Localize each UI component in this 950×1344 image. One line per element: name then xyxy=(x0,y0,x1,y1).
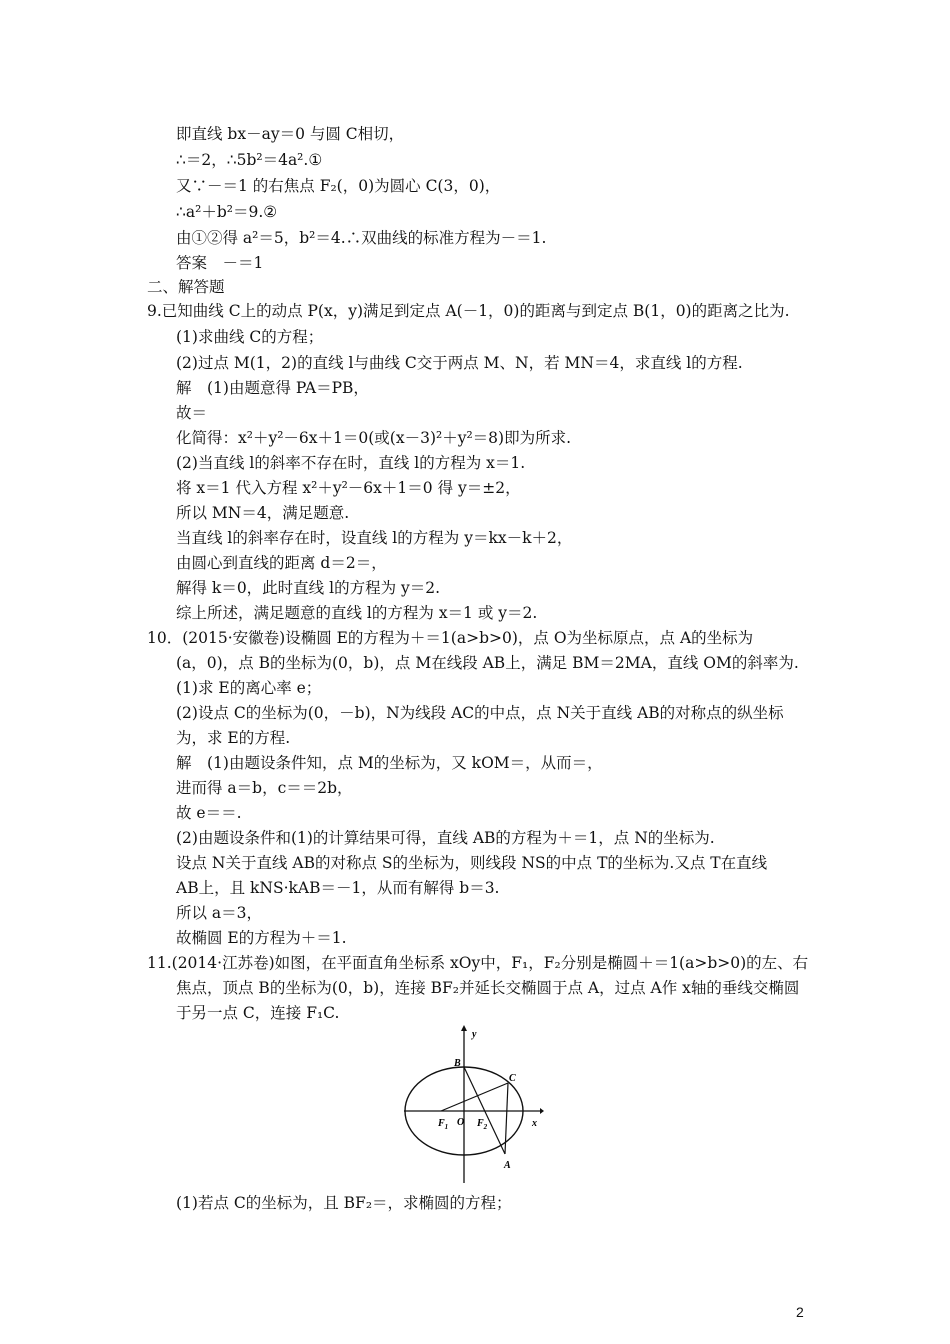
page-number: 2 xyxy=(796,1304,804,1320)
text-line: 设点 N关于直线 AB的对称点 S的坐标为，则线段 NS的中点 T的坐标为.又点 T在直线 xyxy=(176,854,768,872)
text-line: (1)求曲线 C的方程； xyxy=(176,328,324,346)
text-line: 又∵－＝1 的右焦点 F₂(，0)为圆心 C(3，0)， xyxy=(176,177,501,195)
text-line: 故椭圆 E的方程为＋＝1. xyxy=(176,929,347,947)
text-line: 故＝ xyxy=(176,404,208,422)
line-AC xyxy=(505,1083,508,1154)
text-line: 解 (1)由题意得 PA＝PB， xyxy=(176,379,369,397)
text-line: ∴a²＋b²＝9.② xyxy=(176,203,278,221)
line-F1C xyxy=(441,1083,508,1111)
text-line: ∴＝2，∴5b²＝4a².① xyxy=(176,151,323,169)
text-line: 解得 k＝0，此时直线 l的方程为 y＝2. xyxy=(176,579,441,597)
text-line: 将 x＝1 代入方程 x²＋y²－6x＋1＝0 得 y＝±2， xyxy=(176,479,521,497)
text-line: (2)设点 C的坐标为(0，－b)，N为线段 AC的中点，点 N关于直线 AB的对称点的纵坐标 xyxy=(176,704,784,722)
text-line: 进而得 a＝b，c＝＝2b， xyxy=(176,779,353,797)
text-line: (2)过点 M(1，2)的直线 l与曲线 C交于两点 M、N，若 MN＝4，求直线 l的方程. xyxy=(176,354,743,372)
text-line: 即直线 bx－ay＝0 与圆 C相切， xyxy=(176,125,405,143)
text-line: (a，0)，点 B的坐标为(0，b)，点 M在线段 AB上，满足 BM＝2MA，直线 OM的斜率为. xyxy=(176,654,799,672)
y-axis-arrow xyxy=(461,1025,467,1031)
label-F2: $F_2$ xyxy=(477,1118,488,1131)
text-line: AB上，且 kNS·kAB＝－1，从而有解得 b＝3. xyxy=(176,879,500,897)
text-line: (1)求 E的离心率 e； xyxy=(176,679,322,697)
text-line: 11.(2014·江苏卷)如图，在平面直角坐标系 xOy中，F₁，F₂分别是椭圆＋＝1(a>b>0)的左、右 xyxy=(147,954,809,972)
text-line: 答案 －＝1 xyxy=(176,254,264,272)
text-line: 综上所述，满足题意的直线 l的方程为 x＝1 或 y＝2. xyxy=(176,604,538,622)
text-line: 二、解答题 xyxy=(147,278,225,296)
text-line: 由①②得 a²＝5，b²＝4.∴双曲线的标准方程为－＝1. xyxy=(176,229,547,247)
text-line: 所以 a＝3， xyxy=(176,904,263,922)
label-x: x xyxy=(532,1118,537,1129)
label-B: B xyxy=(454,1058,461,1069)
text-line: 由圆心到直线的距离 d＝2＝， xyxy=(176,554,387,572)
text-line: (1)若点 C的坐标为，且 BF₂＝，求椭圆的方程； xyxy=(176,1194,512,1212)
label-C: C xyxy=(509,1073,516,1084)
label-O: O xyxy=(457,1117,465,1128)
text-line: 为，求 E的方程. xyxy=(176,729,291,747)
ellipse-figure xyxy=(404,1025,544,1183)
text-line: 焦点，顶点 B的坐标为(0，b)，连接 BF₂并延长交椭圆于点 A，过点 A作 x轴的垂线交椭圆 xyxy=(176,979,800,997)
text-line: 9.已知曲线 C上的动点 P(x，y)满足到定点 A(－1，0)的距离与到定点 B(1，0)的距离之比为. xyxy=(147,302,790,320)
text-line: 所以 MN＝4，满足题意. xyxy=(176,504,350,522)
text-line: 化简得：x²＋y²－6x＋1＝0(或(x－3)²＋y²＝8)即为所求. xyxy=(176,429,572,447)
label-F1: $F_1$ xyxy=(438,1118,449,1131)
text-line: 解 (1)由题设条件知，点 M的坐标为，又 kOM＝，从而＝， xyxy=(176,754,603,772)
text-line: 10．(2015·安徽卷)设椭圆 E的方程为＋＝1(a>b>0)，点 O为坐标原点，点 A的坐标为 xyxy=(147,629,754,647)
text-line: 当直线 l的斜率存在时，设直线 l的方程为 y＝kx－k＋2， xyxy=(176,529,573,547)
text-line: (2)当直线 l的斜率不存在时，直线 l的方程为 x＝1. xyxy=(176,454,526,472)
text-line: 于另一点 C，连接 F₁C. xyxy=(176,1004,340,1022)
x-axis-arrow xyxy=(540,1108,544,1114)
label-A: A xyxy=(504,1160,511,1171)
text-line: 故 e＝＝. xyxy=(176,804,242,822)
text-line: (2)由题设条件和(1)的计算结果可得，直线 AB的方程为＋＝1，点 N的坐标为. xyxy=(176,829,715,847)
label-y: y xyxy=(472,1029,477,1040)
